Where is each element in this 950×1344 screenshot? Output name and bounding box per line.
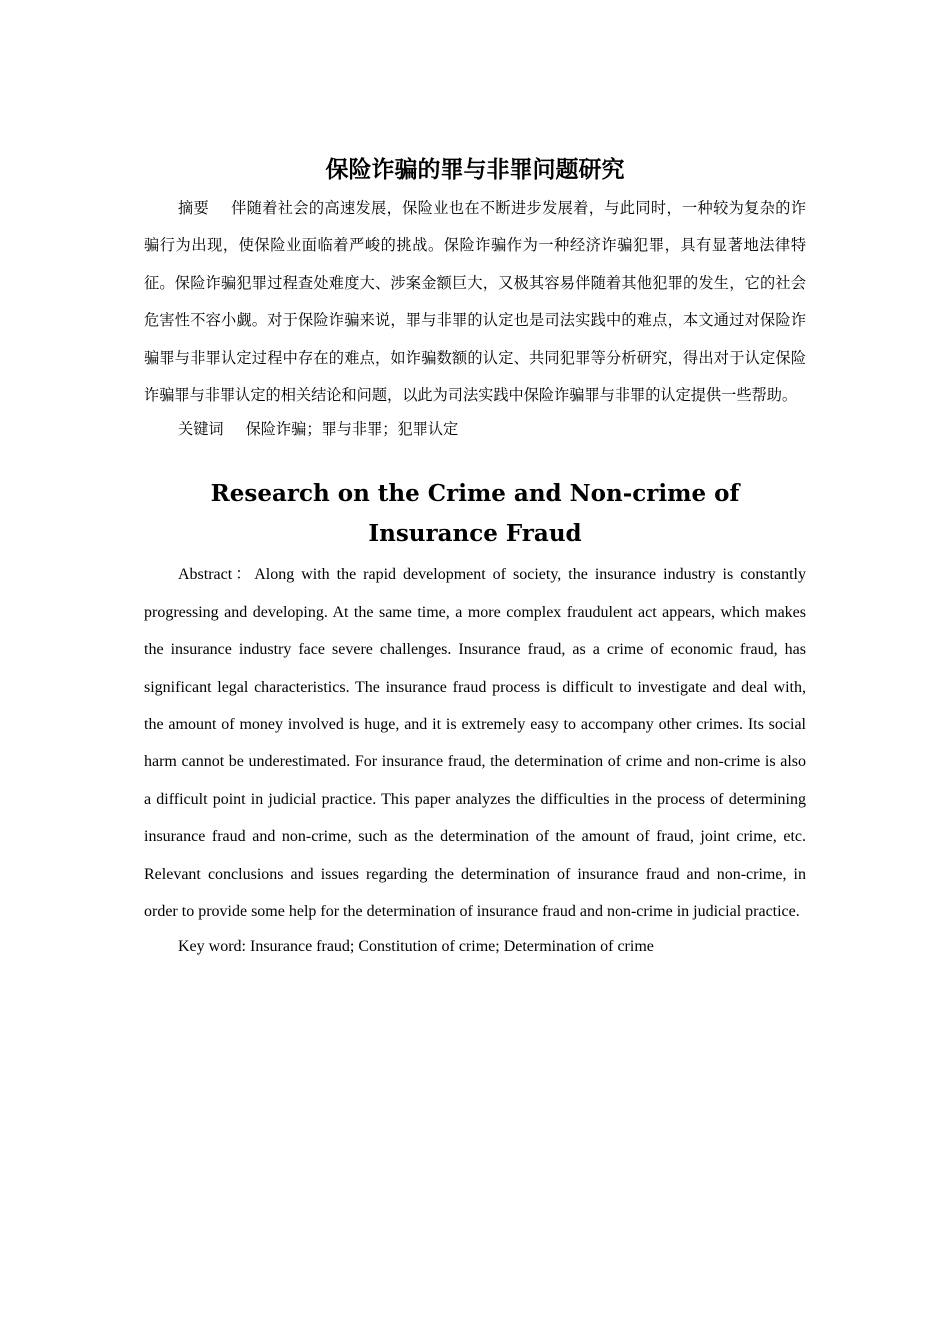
chinese-abstract-text: 伴随着社会的高速发展，保险业也在不断进步发展着，与此同时，一种较为复杂的诈骗行为出现，使保险业面临着严峻的挑战。保险诈骗作为一种经济诈骗犯罪，具有显著地法律特征。保险诈骗犯罪过程查处难度大、涉案金额巨大，又极其容易伴随着其他犯罪的发生，它的社会危害性不容小觑。对于保险诈骗来说，罪与非罪的认定也是司法实践中的难点，本文通过对保险诈骗罪与非罪认定过程中存在的难点，如诈骗数额的认定、共同犯罪等分析研究，得出对于认定保险诈骗罪与非罪认定的相关结论和问题，以此为司法实践中保险诈骗罪与非罪的认定提供一些帮助。	[144, 199, 807, 405]
chinese-abstract-label: 摘要	[178, 199, 210, 217]
chinese-keywords	[144, 414, 806, 444]
english-abstract-label: Abstract：	[178, 566, 255, 584]
english-title: Research on the Crime and Non-crime of Insurance Fraud	[210, 480, 740, 548]
english-keywords-label: Key word:	[178, 937, 246, 955]
chinese-keywords-label: 关键词	[178, 420, 224, 439]
document-page	[144, 150, 806, 963]
english-keywords	[144, 931, 806, 963]
chinese-keywords-text: 保险诈骗；罪与非罪；犯罪认定	[245, 420, 459, 439]
english-abstract	[144, 556, 806, 930]
chinese-title: 保险诈骗的罪与非罪问题研究	[325, 157, 625, 183]
english-abstract-text: Along with the rapid development of society, the insurance industry is constantly progressing and developing. At the same time, a more complex fraudulent act appears, which makes the insurance industry face severe challenges. Insurance fraud, as a crime of economic fraud, has significant legal characteristics. The insurance fraud process is difficult to investigate and deal with, the amount of money involved is huge, and it is extremely easy to accompany other crimes. Its social harm cannot be underestimated. For insurance fraud, the determination of crime and non-crime is also a difficult point in judicial practice. This paper analyzes the difficulties in the process of determining insurance fraud and non-crime, such as the determination of the amount of fraud, joint crime, etc. Relevant conclusions and issues regarding the determination of insurance fraud and non-crime, in order to provide some help for the determination of insurance fraud and non-crime in judicial practice.	[144, 566, 806, 921]
english-keywords-text: Insurance fraud; Constitution of crime; Determination of crime	[249, 937, 654, 955]
chinese-abstract	[144, 190, 806, 414]
